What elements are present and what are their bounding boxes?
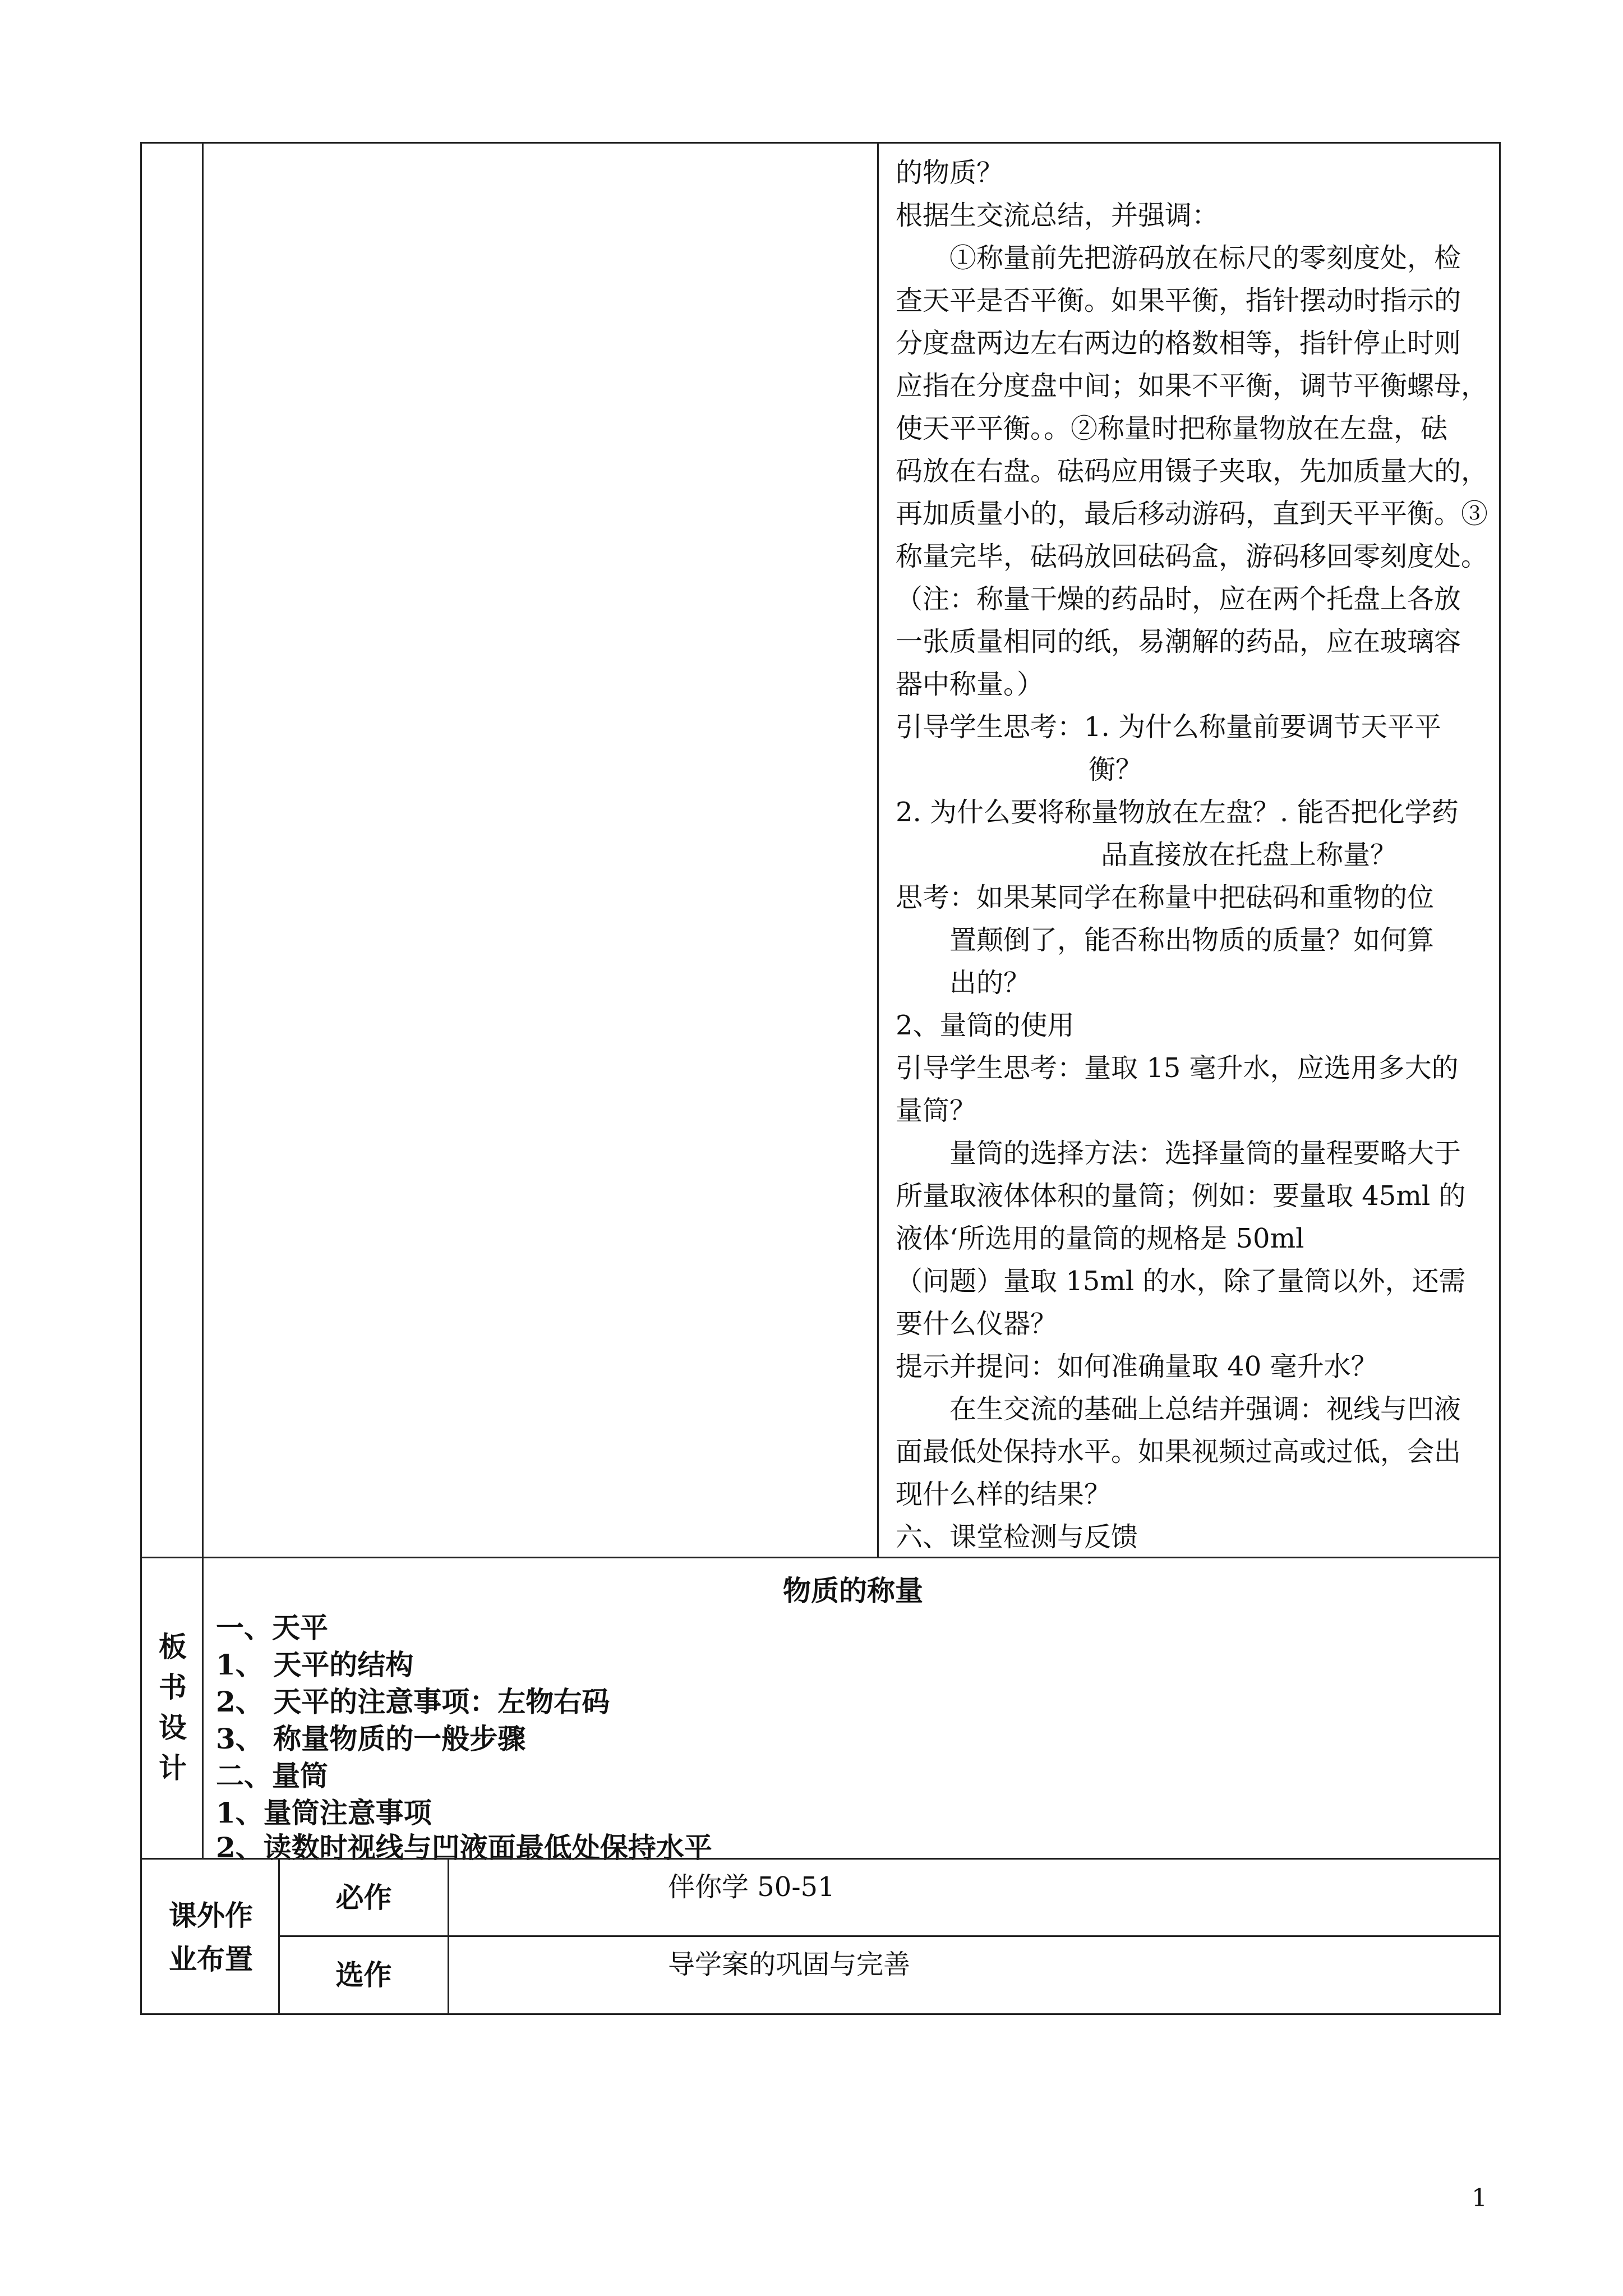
required-value-cell — [448, 1858, 1501, 1937]
required-label: 必作 — [278, 1858, 448, 1937]
text-line: （注：称量干燥的药品时，应在两个托盘上各放 — [896, 583, 1461, 615]
text-line: 一张质量相同的纸，易潮解的药品，应在玻璃容 — [896, 626, 1461, 657]
text-line: 置颠倒了，能否称出物质的质量？如何算 — [949, 924, 1435, 956]
text-line: 引导学生思考：1. 为什么称量前要调节天平平 — [896, 711, 1442, 743]
text-line: 应指在分度盘中间；如果不平衡，调节平衡螺母， — [896, 370, 1488, 402]
label-char: 板 — [159, 1630, 187, 1663]
lesson-table-top — [140, 142, 1501, 1558]
label-char: 书 — [159, 1671, 187, 1704]
homework-label-line: 课外作 — [169, 1899, 253, 1932]
text-line: 的物质？ — [896, 157, 1004, 188]
text-line: 引导学生思考：量取 15 毫升水，应选用多大的 — [896, 1052, 1459, 1084]
text-line: 查天平是否平衡。如果平衡，指针摆动时指示的 — [896, 285, 1461, 316]
board-title: 物质的称量 — [783, 1574, 923, 1607]
board-line: 二、量筒 — [216, 1759, 328, 1792]
text-line: 量筒？ — [896, 1095, 977, 1126]
text-line: 码放在右盘。砝码应用镊子夹取，先加质量大的， — [896, 455, 1488, 487]
text-line: 液体‘所选用的量筒的规格是 50ml — [896, 1223, 1304, 1254]
text-line: 面最低处保持水平。如果视频过高或过低，会出 — [896, 1436, 1461, 1467]
text-line: 六、课堂检测与反馈 — [896, 1521, 1138, 1553]
page-number: 1 — [1472, 2184, 1487, 2212]
text-line: （问题）量取 15ml 的水，除了量筒以外，还需 — [896, 1266, 1466, 1297]
required-value: 伴你学 50-51 — [668, 1871, 835, 1903]
blackboard-label — [140, 1557, 202, 1860]
text-line: 出的？ — [949, 967, 1031, 999]
text-line: 再加质量小的，最后移动游码，直到天平平衡。③ — [896, 498, 1488, 530]
text-line: 量筒的选择方法：选择量筒的量程要略大于 — [949, 1138, 1461, 1169]
optional-label: 选作 — [278, 1935, 448, 2015]
text-line: 品直接放在托盘上称量？ — [1101, 839, 1398, 871]
homework-label — [140, 1858, 278, 2015]
board-line: 1、 天平的结构 — [216, 1648, 414, 1681]
text-line: 器中称量。） — [896, 669, 1044, 700]
label-char: 设 — [159, 1711, 187, 1744]
text-line: 衡？ — [1089, 754, 1143, 785]
text-line: 使天平平衡。。②称量时把称量物放在左盘，砝 — [896, 413, 1448, 444]
text-line: 思考：如果某同学在称量中把砝码和重物的位 — [896, 882, 1435, 913]
text-line: 提示并提问：如何准确量取 40 毫升水？ — [896, 1351, 1378, 1382]
text-line: ①称量前先把游码放在标尺的零刻度处，检 — [949, 242, 1461, 274]
text-line: 要什么仪器？ — [896, 1308, 1058, 1340]
text-line: 称量完毕，砝码放回砝码盒，游码移回零刻度处。 — [896, 541, 1488, 572]
blackboard-design-section — [140, 1557, 1501, 1864]
homework-section — [140, 1858, 1501, 2015]
board-line: 一、天平 — [216, 1611, 328, 1644]
text-line: 根据生交流总结，并强调： — [896, 200, 1219, 231]
homework-label-line: 业布置 — [169, 1943, 253, 1976]
blackboard-content — [202, 1557, 1501, 1864]
optional-value-cell — [448, 1935, 1501, 2015]
text-line: 所量取液体体积的量筒；例如：要量取 45ml 的 — [896, 1180, 1466, 1212]
text-line: 在生交流的基础上总结并强调：视线与凹液 — [949, 1393, 1461, 1425]
table-cell-label — [140, 142, 202, 1558]
text-line: 分度盘两边左右两边的格数相等，指针停止时则 — [896, 328, 1461, 359]
board-line: 2、读数时视线与凹液面最低处保持水平 — [216, 1831, 712, 1864]
optional-value: 导学案的巩固与完善 — [668, 1949, 911, 1980]
board-line: 3、 称量物质的一般步骤 — [216, 1722, 526, 1755]
teacher-activity-cell — [877, 142, 1501, 1558]
text-line: 2. 为什么要将称量物放在左盘？. 能否把化学药 — [896, 797, 1459, 828]
board-line: 1、量筒注意事项 — [216, 1796, 432, 1829]
board-line: 2、 天平的注意事项：左物右码 — [216, 1685, 610, 1718]
text-line: 现什么样的结果？ — [896, 1479, 1112, 1510]
label-char: 计 — [159, 1751, 187, 1784]
table-cell-blank — [202, 142, 877, 1558]
text-line: 2、量筒的使用 — [896, 1010, 1075, 1041]
